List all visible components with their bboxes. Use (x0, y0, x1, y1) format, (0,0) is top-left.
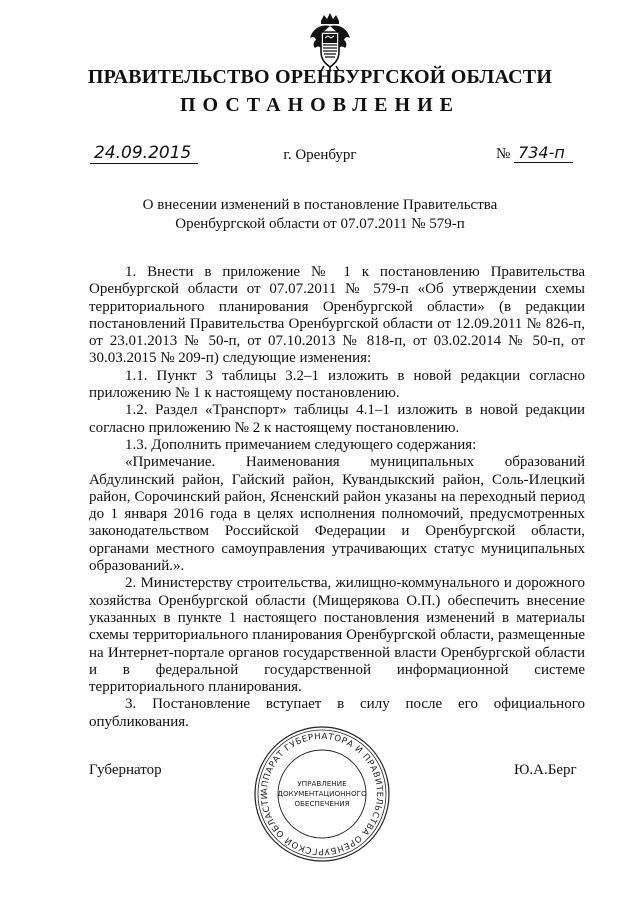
body-paragraph: «Примечание. Наименования муниципальных образований Абдулинский район, Гайский район, Кувандыкский район, Соль-Илецкий район, Сорочинский район, Ясненский район указаны на переходный период до 1 января 2016 года в целях исполнения полномочий, предусмотренных законодательством Российской Федерации и Оренбургской области, органами местного самоуправления утрачивающих статус муниципальных образований.». (89, 454, 585, 575)
signer-position: Губернатор (89, 762, 162, 778)
document-body (89, 264, 585, 731)
organization-title: ПРАВИТЕЛЬСТВО ОРЕНБУРГСКОЙ ОБЛАСТИ (87, 66, 553, 88)
subject-line: О внесении изменений в постановление Правительства (142, 197, 498, 213)
coat-of-arms-icon (307, 12, 353, 72)
document-type-title: ПОСТАНОВЛЕНИЕ (180, 94, 460, 116)
document-date-value: 24.09.2015 (90, 143, 198, 164)
body-paragraph: 1.3. Дополнить примечанием следующего содержания: (125, 436, 477, 453)
body-paragraph: 3. Постановление вступает в силу после его официального опубликования. (89, 696, 585, 730)
body-paragraph: 1. Внести в приложение № 1 к постановлению Правительства Оренбургской области от 07.07.2011 № 579-п «Об утверждении схемы территориального планирования Оренбургской области» (в редакции постановлений Правительства Оренбургской области от 12.09.2011 № 826-п, от 23.01.2013 № 50-п, от 07.10.2013 № 818-п, от 03.02.2014 № 50-п, от 30.03.2015 № 209-п) следующие изменения: (89, 264, 585, 367)
document-subject (0, 196, 640, 234)
document-number (496, 143, 573, 163)
document-city: г. Оренбург (283, 147, 357, 163)
stamp-center-line: ОБЕСПЕЧЕНИЯ (294, 799, 350, 808)
document-number-value: 734-п (514, 143, 573, 163)
official-stamp (252, 724, 392, 864)
signer-name: Ю.А.Берг (514, 762, 577, 778)
subject-line: Оренбургской области от 07.07.2011 № 579-п (175, 216, 465, 232)
stamp-center-line: ДОКУМЕНТАЦИОННОГО (277, 789, 367, 798)
body-paragraph: 2. Министерству строительства, жилищно-коммунального и дорожного хозяйства Оренбургской области (Мищерякова О.П.) обеспечить внесение указанных в пункте 1 настоящего постановления изменений в материалы схемы территориального планирования Оренбургской области, размещенные на Интернет-портале органов государственной власти Оренбургской области и в федеральной государственной информационной системе территориального планирования. (89, 575, 585, 696)
body-paragraph: 1.2. Раздел «Транспорт» таблицы 4.1–1 изложить в новой редакции согласно приложению № 2 к настоящему постановлению. (89, 402, 585, 436)
body-paragraph: 1.1. Пункт 3 таблицы 3.2–1 изложить в новой редакции согласно приложению № 1 к настоящему постановлению. (89, 367, 585, 402)
stamp-center-line: УПРАВЛЕНИЕ (297, 779, 347, 788)
stamp-ring-text: АППАРАТ ГУБЕРНАТОРА И ПРАВИТЕЛЬСТВА ОРЕНБУРГСКОЙ ОБЛАСТИ (259, 731, 385, 857)
document-number-label: № (496, 146, 511, 162)
